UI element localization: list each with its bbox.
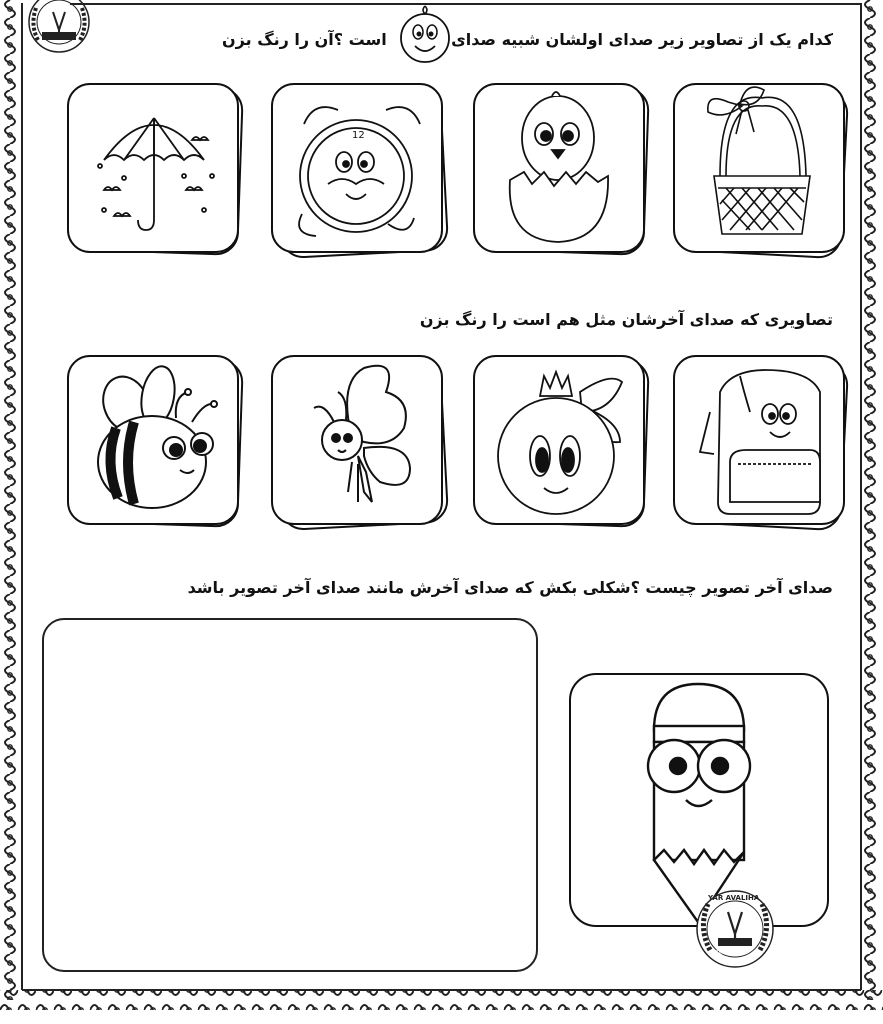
picture-card-backpack[interactable]	[670, 352, 852, 532]
picture-card-umbrella[interactable]	[64, 80, 246, 260]
instruction-1: کدام یک از تصاویر زیر صدای اولشان شبیه صدای	[451, 30, 833, 49]
drawing-area[interactable]	[42, 618, 538, 972]
brand-logo-bottom	[694, 888, 776, 970]
onion-face-icon	[395, 2, 455, 64]
instruction-2: تصاویری که صدای آخرشان مثل هم است را رنگ بزن	[419, 310, 833, 329]
picture-card-basket[interactable]	[670, 80, 852, 260]
logo-top-text: YAR AVALIHA	[708, 894, 760, 902]
picture-card-pomegranate[interactable]	[470, 352, 652, 532]
instruction-3: صدای آخر تصویر چیست ؟شکلی بکش که صدای آخرش مانند صدای آخر تصویر باشد	[187, 578, 833, 597]
logo-bottom-text: JAVAD YOUSE	[714, 950, 748, 956]
picture-card-alarm-clock[interactable]	[268, 80, 450, 260]
svg-text:12: 12	[352, 130, 365, 141]
instruction-1-tail: است ؟آن را رنگ بزن	[222, 30, 387, 49]
brand-logo-top	[20, 0, 98, 56]
picture-card-butterfly[interactable]	[268, 352, 450, 532]
picture-card-chick[interactable]	[470, 80, 652, 260]
picture-card-bee[interactable]	[64, 352, 246, 532]
